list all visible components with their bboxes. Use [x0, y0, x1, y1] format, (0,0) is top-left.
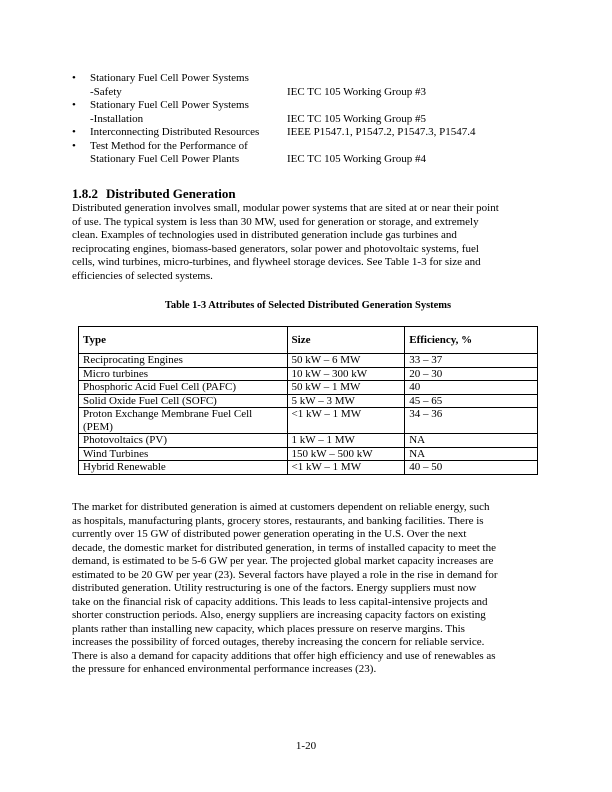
- item-reference: IEC TC 105 Working Group #3: [287, 85, 426, 98]
- item-text: Stationary Fuel Cell Power Systems: [90, 99, 249, 111]
- item-reference: [287, 140, 547, 154]
- cell-size: 150 kW – 500 kW: [287, 447, 405, 461]
- paragraph-line: Distributed generation involves small, modular power systems that are sited at or near their point: [72, 202, 499, 214]
- list-item-content: [72, 99, 547, 126]
- cell-efficiency: 33 – 37: [405, 354, 538, 368]
- list-item-content: [72, 126, 547, 140]
- column-header-efficiency: Efficiency, %: [405, 327, 538, 354]
- bullet-icon: •: [72, 72, 76, 84]
- table-caption: Table 1-3 Attributes of Selected Distributed Generation Systems: [164, 300, 452, 311]
- item-text: -Safety: [90, 85, 122, 98]
- cell-size: 50 kW – 6 MW: [287, 354, 405, 368]
- table-row: [79, 367, 538, 381]
- paragraph-line: cells, wind turbines, micro-turbines, and flywheel storage devices. See Table 1-3 for size and: [72, 256, 481, 268]
- bullet-icon: •: [72, 126, 76, 138]
- paragraph-line: of use. The typical system is less than 30 MW, used for generation or storage, and extremely: [72, 215, 479, 228]
- item-reference: [287, 72, 547, 86]
- cell-size: <1 kW – 1 MW: [287, 461, 405, 475]
- column-header-size: Size: [287, 327, 405, 354]
- table-row: [79, 447, 538, 461]
- cell-efficiency: NA: [405, 434, 538, 448]
- cell-type: Hybrid Renewable: [79, 461, 288, 475]
- list-item-content: [72, 140, 547, 167]
- paragraph-line: demand, is estimated to be 5-6 GW per year. The projected global market capacity increases are: [72, 555, 494, 567]
- item-text: -Installation: [90, 112, 144, 125]
- cell-size: 10 kW – 300 kW: [287, 367, 405, 381]
- paragraph-line: clean. Examples of technologies used in distributed generation include gas turbines and: [72, 229, 457, 241]
- cell-type: Solid Oxide Fuel Cell (SOFC): [79, 394, 288, 408]
- item-text: Interconnecting Distributed Resources: [90, 126, 260, 138]
- cell-efficiency: 40: [405, 381, 538, 395]
- table-row: [79, 394, 538, 408]
- cell-type: Photovoltaics (PV): [79, 434, 288, 448]
- table-row: [79, 408, 538, 434]
- cell-type: Micro turbines: [79, 367, 288, 381]
- paragraph-line: decade, the domestic market for distributed generation, in terms of installed capacity to meet the: [72, 541, 496, 554]
- cell-size: <1 kW – 1 MW: [287, 408, 405, 434]
- paragraph-line: the pressure for enhanced environmental performance increases (23).: [72, 663, 377, 675]
- cell-efficiency: 45 – 65: [405, 394, 538, 408]
- paragraph-line: There is also a demand for capacity additions that offer high efficiency and use of renewables as: [72, 649, 496, 662]
- paragraph-line: take on the financial risk of capacity additions. This leads to less capital-intensive projects and: [72, 595, 488, 608]
- standards-list: [72, 72, 552, 167]
- cell-size: 5 kW – 3 MW: [287, 394, 405, 408]
- table-row: [79, 434, 538, 448]
- list-item: [72, 140, 552, 167]
- cell-type: Proton Exchange Membrane Fuel Cell (PEM): [79, 408, 288, 434]
- column-header-type: Type: [79, 327, 288, 354]
- item-text: Stationary Fuel Cell Power Systems: [90, 72, 249, 84]
- list-item-content: [72, 72, 547, 99]
- bullet-icon: •: [72, 139, 76, 152]
- section-title: Distributed Generation: [106, 186, 236, 201]
- item-reference: [287, 99, 547, 113]
- paragraph-market: [72, 501, 544, 677]
- list-item: [72, 72, 552, 99]
- cell-efficiency: 20 – 30: [405, 367, 538, 381]
- table-row: [79, 381, 538, 395]
- paragraph-line: increases the possibility of forced outages, thereby increasing the concern for reliable service.: [72, 636, 485, 648]
- cell-type: Phosphoric Acid Fuel Cell (PAFC): [79, 381, 288, 395]
- attributes-table: [78, 326, 538, 475]
- table-header-row: [79, 327, 538, 354]
- table-row: [79, 461, 538, 475]
- table-row: [79, 354, 538, 368]
- section-number: 1.8.2: [72, 186, 98, 201]
- item-reference: IEC TC 105 Working Group #4: [287, 153, 426, 165]
- paragraph-line: The market for distributed generation is aimed at customers dependent on reliable energy, such: [72, 501, 490, 513]
- paragraph-line: efficiencies of selected systems.: [72, 269, 213, 282]
- cell-type: Reciprocating Engines: [79, 354, 288, 368]
- paragraph-line: plants rather than installing new capacity, which places pressure on reserve margins. This: [72, 622, 465, 635]
- paragraph-line: as hospitals, manufacturing plants, grocery stores, restaurants, and banking facilities. There is: [72, 514, 484, 527]
- cell-size: 50 kW – 1 MW: [287, 381, 405, 395]
- cell-size: 1 kW – 1 MW: [287, 434, 405, 448]
- cell-efficiency: NA: [405, 447, 538, 461]
- paragraph-intro: [72, 202, 544, 283]
- item-text: Test Method for the Performance of: [90, 139, 248, 152]
- cell-efficiency: 34 – 36: [405, 408, 538, 434]
- cell-efficiency: 40 – 50: [405, 461, 538, 475]
- list-item: [72, 126, 552, 140]
- section-heading: [72, 186, 236, 202]
- page-number: 1-20: [295, 740, 317, 752]
- cell-type: Wind Turbines: [79, 447, 288, 461]
- item-reference: IEC TC 105 Working Group #5: [287, 112, 426, 125]
- list-item: [72, 99, 552, 126]
- paragraph-line: distributed generation. Utility restructuring is one of the factors. Energy suppliers must now: [72, 582, 477, 594]
- item-text: Stationary Fuel Cell Power Plants: [90, 153, 240, 165]
- bullet-icon: •: [72, 99, 76, 111]
- item-reference: IEEE P1547.1, P1547.2, P1547.3, P1547.4: [287, 126, 476, 138]
- paragraph-line: reciprocating engines, biomass-based generators, solar power and photovoltaic systems, fuel: [72, 242, 479, 255]
- paragraph-line: estimated to be 20 GW per year (23). Several factors have played a role in the rise in demand for: [72, 568, 498, 581]
- paragraph-line: currently over 15 GW of distributed power generation operating in the U.S. Over the next: [72, 528, 467, 540]
- paragraph-line: shorter construction periods. Also, energy suppliers are increasing capacity factors on existing: [72, 609, 486, 621]
